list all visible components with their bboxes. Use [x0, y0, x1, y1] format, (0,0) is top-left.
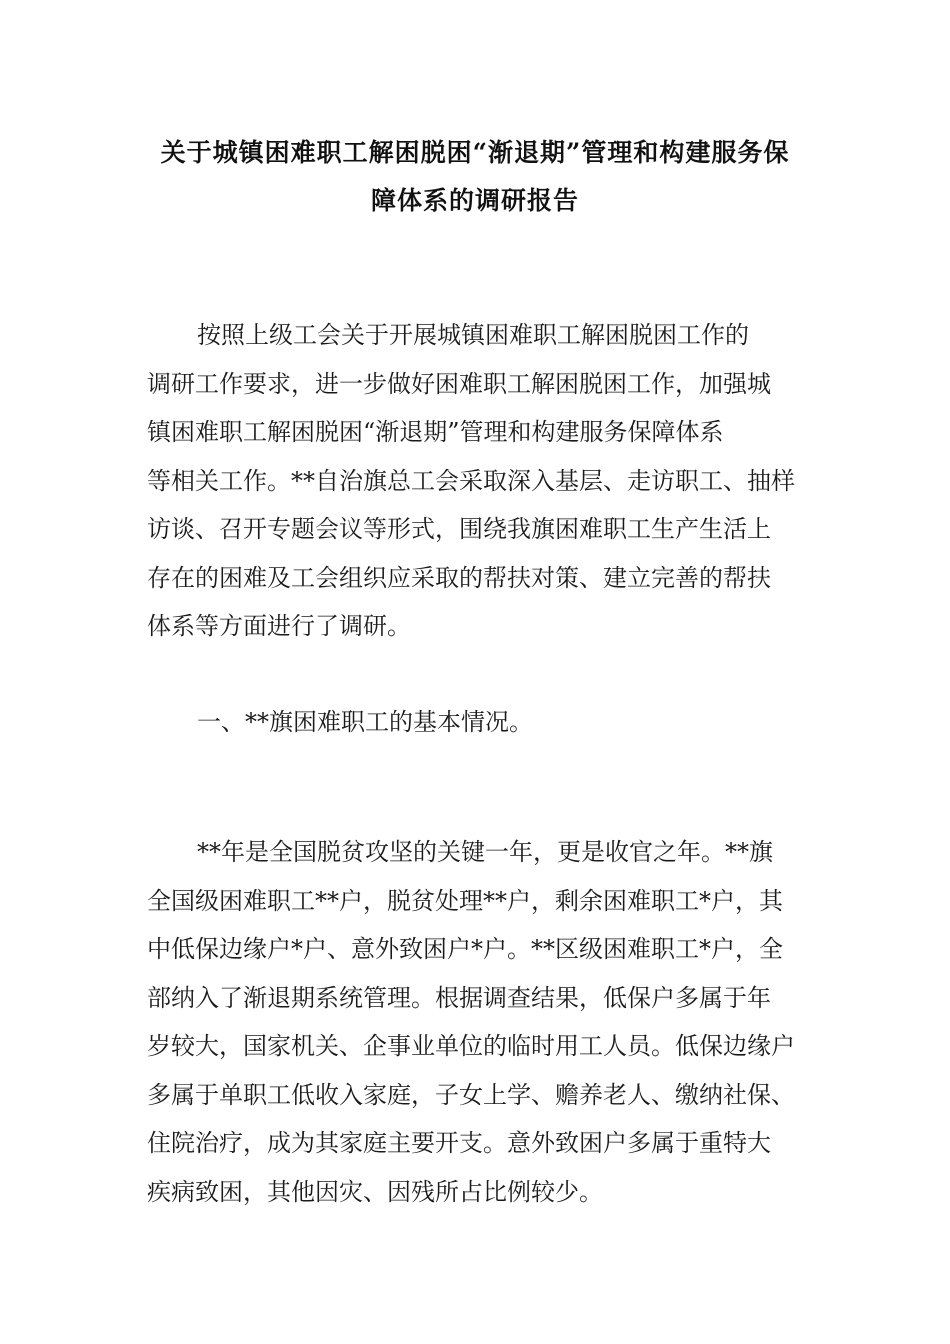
section-1-line: 全国级困难职工**户，脱贫处理**户，剩余困难职工*户，其	[147, 886, 783, 915]
document-title-line-2: 障体系的调研报告	[370, 186, 579, 215]
section-heading-text: 一、**旗困难职工的基本情况。	[197, 708, 533, 736]
intro-line: 按照上级工会关于开展城镇困难职工解困脱困工作的	[197, 321, 749, 349]
section-1-line: 住院治疗，成为其家庭主要开支。意外致困户多属于重特大	[147, 1129, 771, 1157]
section-1-line: 多属于单职工低收入家庭，子女上学、赡养老人、缴纳社保、	[147, 1080, 795, 1109]
section-1-line: 部纳入了渐退期系统管理。根据调查结果，低保户多属于年	[147, 983, 771, 1012]
section-1-line: **年是全国脱贫攻坚的关键一年，更是收官之年。**旗	[197, 838, 773, 866]
intro-line: 等相关工作。**自治旗总工会采取深入基层、走访职工、抽样	[147, 466, 795, 495]
section-1-line: 中低保边缘户*户、意外致困户*户。**区级困难职工*户，全	[147, 935, 783, 963]
intro-line: 访谈、召开专题会议等形式，围绕我旗困难职工生产生活上	[147, 515, 771, 543]
intro-line: 镇困难职工解困脱困“渐退期”管理和构建服务保障体系	[147, 418, 724, 446]
section-1-line: 疾病致困，其他因灾、因残所占比例较少。	[147, 1177, 603, 1206]
section-1-line: 岁较大，国家机关、企事业单位的临时用工人员。低保边缘户	[147, 1032, 795, 1060]
intro-line: 体系等方面进行了调研。	[147, 612, 411, 640]
intro-line: 存在的困难及工会组织应采取的帮扶对策、建立完善的帮扶	[147, 563, 771, 592]
section-1-heading	[147, 698, 809, 747]
intro-paragraph	[147, 311, 809, 651]
section-1-paragraph	[147, 828, 809, 1216]
intro-line: 调研工作要求，进一步做好困难职工解困脱困工作，加强城	[147, 369, 771, 398]
document-title-line-1: 关于城镇困难职工解困脱困“渐退期”管理和构建服务保	[160, 138, 790, 167]
